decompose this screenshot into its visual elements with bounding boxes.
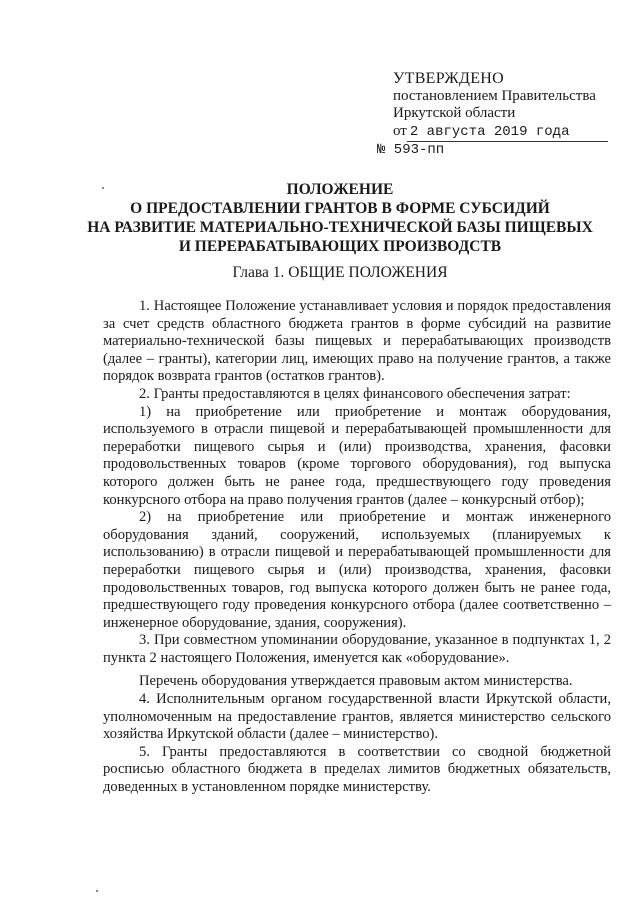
document-title-line-3: НА РАЗВИТИЕ МАТЕРИАЛЬНО-ТЕХНИЧЕСКОЙ БАЗЫ ПИЩЕВЫХ bbox=[87, 219, 593, 236]
chapter-heading: Глава 1. ОБЩИЕ ПОЛОЖЕНИЯ bbox=[232, 264, 448, 281]
scan-speck bbox=[102, 187, 104, 189]
approval-date: 2 августа 2019 года bbox=[407, 124, 608, 143]
paragraph-5: 5. Гранты предоставляются в соответствии со сводной бюджетной росписью областного бюджета в пределах лимитов бюджетных обязательств, доведенных в установленном порядке министерству. bbox=[103, 743, 611, 796]
paragraph-1: 1. Настоящее Положение устанавливает условия и порядок предоставления за счет средств областного бюджета грантов в форме субсидий на развитие материально-технической базы пищевых и перерабатывающих производств (далее – гранты), категории лиц, имеющих право на получение грантов, а также порядок возврата грантов (остатков грантов). bbox=[103, 298, 611, 385]
approval-title: УТВЕРЖДЕНО bbox=[393, 70, 505, 87]
paragraph-4: 4. Исполнительным органом государственной власти Иркутской области, уполномоченным на предоставление грантов, является министерство сельского хозяйства Иркутской области (далее – министерство). bbox=[103, 691, 611, 743]
paragraph-2-subitem-1: 1) на приобретение или приобретение и монтаж оборудования, используемого в отрасли пищевой и перерабатывающей промышленности для переработки пищевого сырья и (или) производства, хранения, фасовки продовольственных товаров (кроме торгового оборудования), год выпуска которого должен быть не ранее года, предшествующего году проведения конкурсного отбора на право получения грантов (далее – конкурсный отбор); bbox=[103, 403, 611, 508]
approval-date-line bbox=[393, 123, 608, 143]
document-title-line-2: О ПРЕДОСТАВЛЕНИИ ГРАНТОВ В ФОРМЕ СУБСИДИЙ bbox=[130, 200, 550, 217]
approval-date-prefix: от bbox=[393, 122, 407, 139]
approval-line-2: Иркутской области bbox=[393, 105, 516, 121]
approval-line-1: постановлением Правительства bbox=[393, 87, 596, 104]
scan-speck bbox=[96, 890, 98, 892]
document-title-line-4: И ПЕРЕРАБАТЫВАЮЩИХ ПРОИЗВОДСТВ bbox=[178, 238, 502, 255]
approval-number: № 593-пп bbox=[377, 142, 445, 158]
paragraph-3-list-note: Перечень оборудования утверждается правовым актом министерства. bbox=[139, 673, 573, 690]
paragraph-2-subitem-2: 2) на приобретение или приобретение и монтаж инженерного оборудования зданий, сооружений, используемых (планируемых к использованию) в отрасли пищевой и перерабатывающей промышленности для переработки пищевого сырья и (или) производства, хранения, фасовки продовольственных товаров, год выпуска которого должен быть не ранее года, предшествующего году проведения конкурсного отбора (далее соответственно – инженерное оборудование, здания, сооружения). bbox=[103, 509, 611, 631]
document-body bbox=[103, 298, 611, 797]
document-title bbox=[70, 180, 610, 256]
paragraph-2: 2. Гранты предоставляются в целях финансового обеспечения затрат: bbox=[139, 385, 571, 402]
document-title-line-1: ПОЛОЖЕНИЕ bbox=[286, 181, 394, 198]
approval-stamp bbox=[377, 70, 608, 160]
paragraph-3: 3. При совместном упоминании оборудование, указанное в подпунктах 1, 2 пункта 2 настоящего Положения, именуется как «оборудование». bbox=[103, 632, 611, 666]
